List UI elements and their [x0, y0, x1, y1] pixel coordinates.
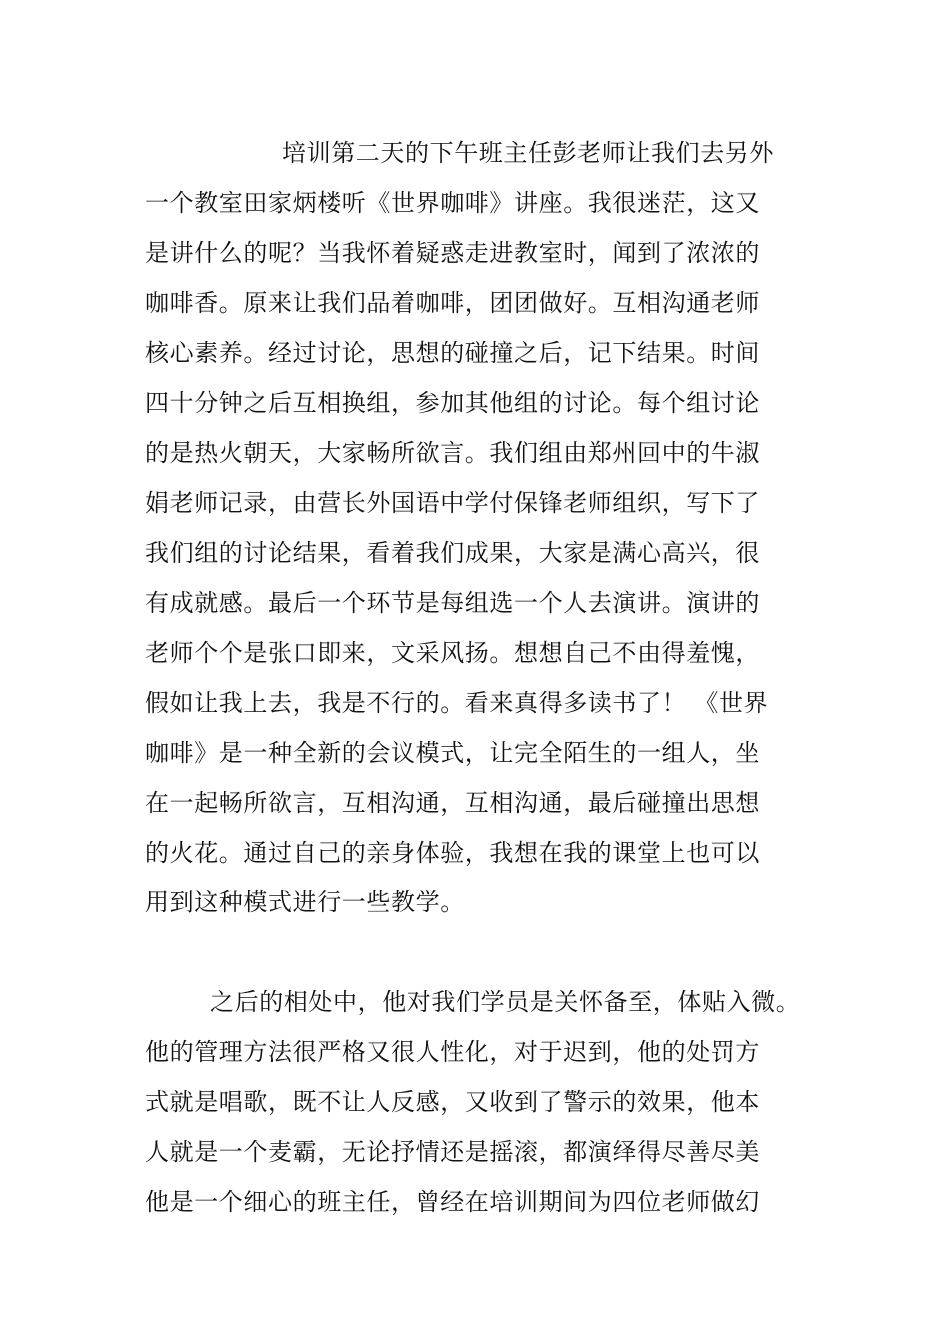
paragraph-1-line-14: 在一起畅所欲言，互相沟通，互相沟通，最后碰撞出思想 [145, 789, 760, 817]
paragraph-2-line-5: 他是一个细心的班主任，曾经在培训期间为四位老师做幻 [145, 1188, 760, 1216]
paragraph-1-line-15: 的火花。通过自己的亲身体验，我想在我的课堂上也可以 [145, 839, 760, 867]
paragraph-2-line-2: 他的管理方法很严格又很人性化，对于迟到，他的处罚方 [145, 1038, 760, 1066]
paragraph-1-line-13: 咖啡》是一种全新的会议模式，让完全陌生的一组人，坐 [145, 739, 760, 767]
paragraph-1-line-5: 核心素养。经过讨论，思想的碰撞之后，记下结果。时间 [145, 339, 760, 367]
paragraph-1-line-11: 老师个个是张口即来，文采风扬。想想自己不由得羞愧， [145, 639, 760, 667]
paragraph-1-line-7: 的是热火朝天，大家畅所欲言。我们组由郑州回中的牛淑 [145, 439, 760, 467]
paragraph-1-line-4: 咖啡香。原来让我们品着咖啡，团团做好。互相沟通老师 [145, 289, 760, 317]
paragraph-1-line-16: 用到这种模式进行一些教学。 [145, 888, 465, 916]
paragraph-1-line-9: 我们组的讨论结果，看着我们成果，大家是满心高兴，很 [145, 539, 760, 567]
paragraph-1-line-3: 是讲什么的呢？当我怀着疑惑走进教室时，闻到了浓浓的 [145, 239, 760, 267]
paragraph-1-line-6: 四十分钟之后互相换组，参加其他组的讨论。每个组讨论 [145, 389, 760, 417]
paragraph-1-line-12: 假如让我上去，我是不行的。看来真得多读书了！ 《世界 [145, 689, 769, 717]
paragraph-2-line-3: 式就是唱歌，既不让人反感，又收到了警示的效果，他本 [145, 1088, 760, 1116]
paragraph-1-line-10: 有成就感。最后一个环节是每组选一个人去演讲。演讲的 [145, 589, 760, 617]
paragraph-2-line-4: 人就是一个麦霸，无论抒情还是摇滚，都演绎得尽善尽美 [145, 1138, 760, 1166]
paragraph-1-line-2: 一个教室田家炳楼听《世界咖啡》讲座。我很迷茫，这又 [145, 189, 760, 217]
paragraph-1-line-8: 娟老师记录，由营长外国语中学付保锋老师组织，写下了 [145, 489, 760, 517]
paragraph-2-line-1: 之后的相处中，他对我们学员是关怀备至，体贴入微。 [210, 988, 801, 1016]
paragraph-1-line-1: 培训第二天的下午班主任彭老师让我们去另外 [282, 139, 774, 167]
